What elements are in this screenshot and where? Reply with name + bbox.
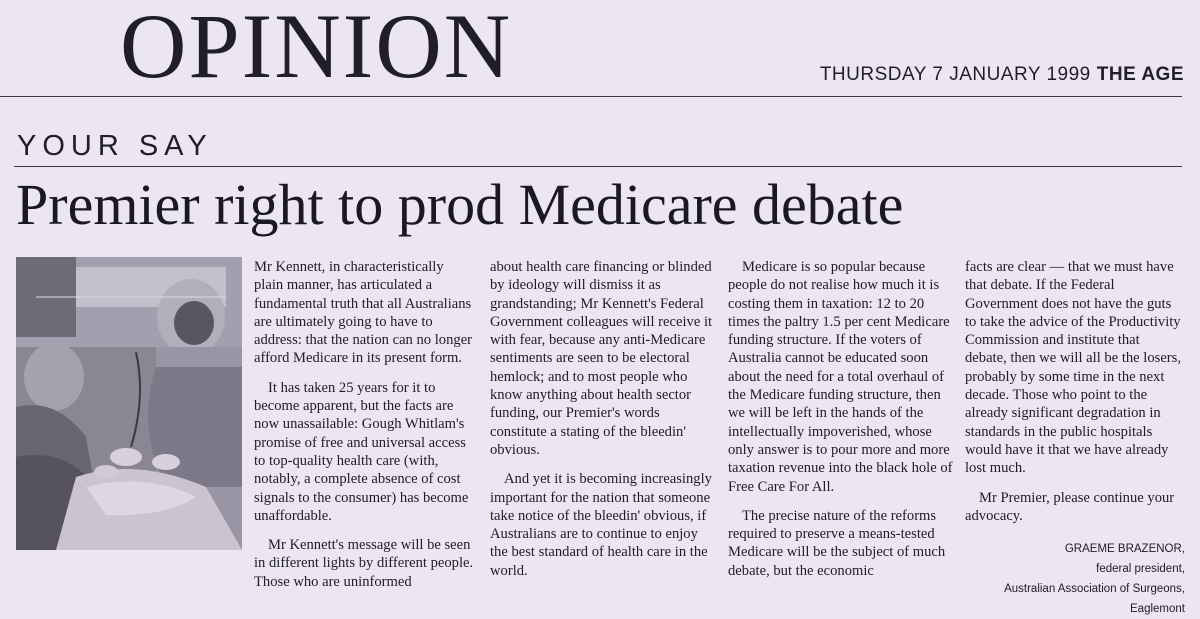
publication-date: THURSDAY 7 JANUARY 1999 [819, 64, 1091, 85]
author-role: federal president, [1096, 563, 1185, 576]
paragraph: about health care financing or blinded by ideology will dismiss it as grandstanding; Mr Kennett's Federal Government colleagues will receive it with fear, because any anti-Medicare sentiments are seen to be electoral hemlock; and to most people who know anything about health sector funding, our Premier's words constitute a stating of the bleedin' obvious. [490, 259, 713, 458]
paragraph: The precise nature of the reforms required to preserve a means-tested Medicare will be the subject of much debate, but the economic [728, 507, 946, 579]
author-name: GRAEME BRAZENOR, [1064, 543, 1185, 556]
article-column-3 [728, 258, 958, 580]
author-organisation: Australian Association of Surgeons, [1004, 583, 1185, 596]
signature-block [965, 539, 1185, 619]
paragraph: It has taken 25 years for it to become apparent, but the facts are now unassailable: Gough Whitlam's promise of free and universal access to top-quality health care (with, notably, a complete absence of cost signals to the consumer) has become unaffordable. [254, 379, 469, 524]
headline: Premier right to prod Medicare debate [16, 172, 904, 237]
masthead-title: OPINION [120, 0, 513, 97]
paragraph: And yet it is becoming increasingly important for the nation that someone take notice of the bleedin' obvious, if Australians are to continue to enjoy the best standard of health care in the world. [490, 471, 712, 579]
article-column-2 [490, 258, 716, 580]
article-column-1 [254, 258, 474, 591]
dateline [820, 64, 1184, 86]
paragraph: Mr Premier, please continue your advocacy. [965, 489, 1175, 524]
paragraph: Medicare is so popular because people do not realise how much it is costing them in taxation: 12 to 20 times the paltry 1.5 per cent Medicare funding structure. If the voters of Australia cannot be educated soon about the need for a total overhaul of the Medicare funding structure, then we will be left in the hands of the intellectually impoverished, whose only answer is to pour more and more taxation revenue into the black hole of Free Care For All. [728, 259, 953, 495]
author-location: Eaglemont [1130, 603, 1185, 616]
paragraph: facts are clear — that we must have that debate. If the Federal Government does not have the guts to take the advice of the Productivity Commission and institute that debate, then we will all be the losers, probably by some time in the next decade. Those who point to the already significant degradation in standards in the public hospitals would have it that we have already lost much. [965, 259, 1181, 477]
section-rule [14, 166, 1182, 167]
paper-name: THE AGE [1096, 64, 1184, 85]
surgeons-operating-photo [16, 257, 242, 550]
paragraph: Mr Kennett, in characteristically plain manner, has articulated a fundamental truth that all Australians are ultimately going to have to address: that the nation can no longer afford Medicare in its present form. [254, 259, 473, 367]
paragraph: Mr Kennett's message will be seen in different lights by different people. Those who are uninformed [254, 537, 474, 590]
masthead-rule [0, 96, 1182, 97]
section-label: YOUR SAY [17, 130, 213, 162]
